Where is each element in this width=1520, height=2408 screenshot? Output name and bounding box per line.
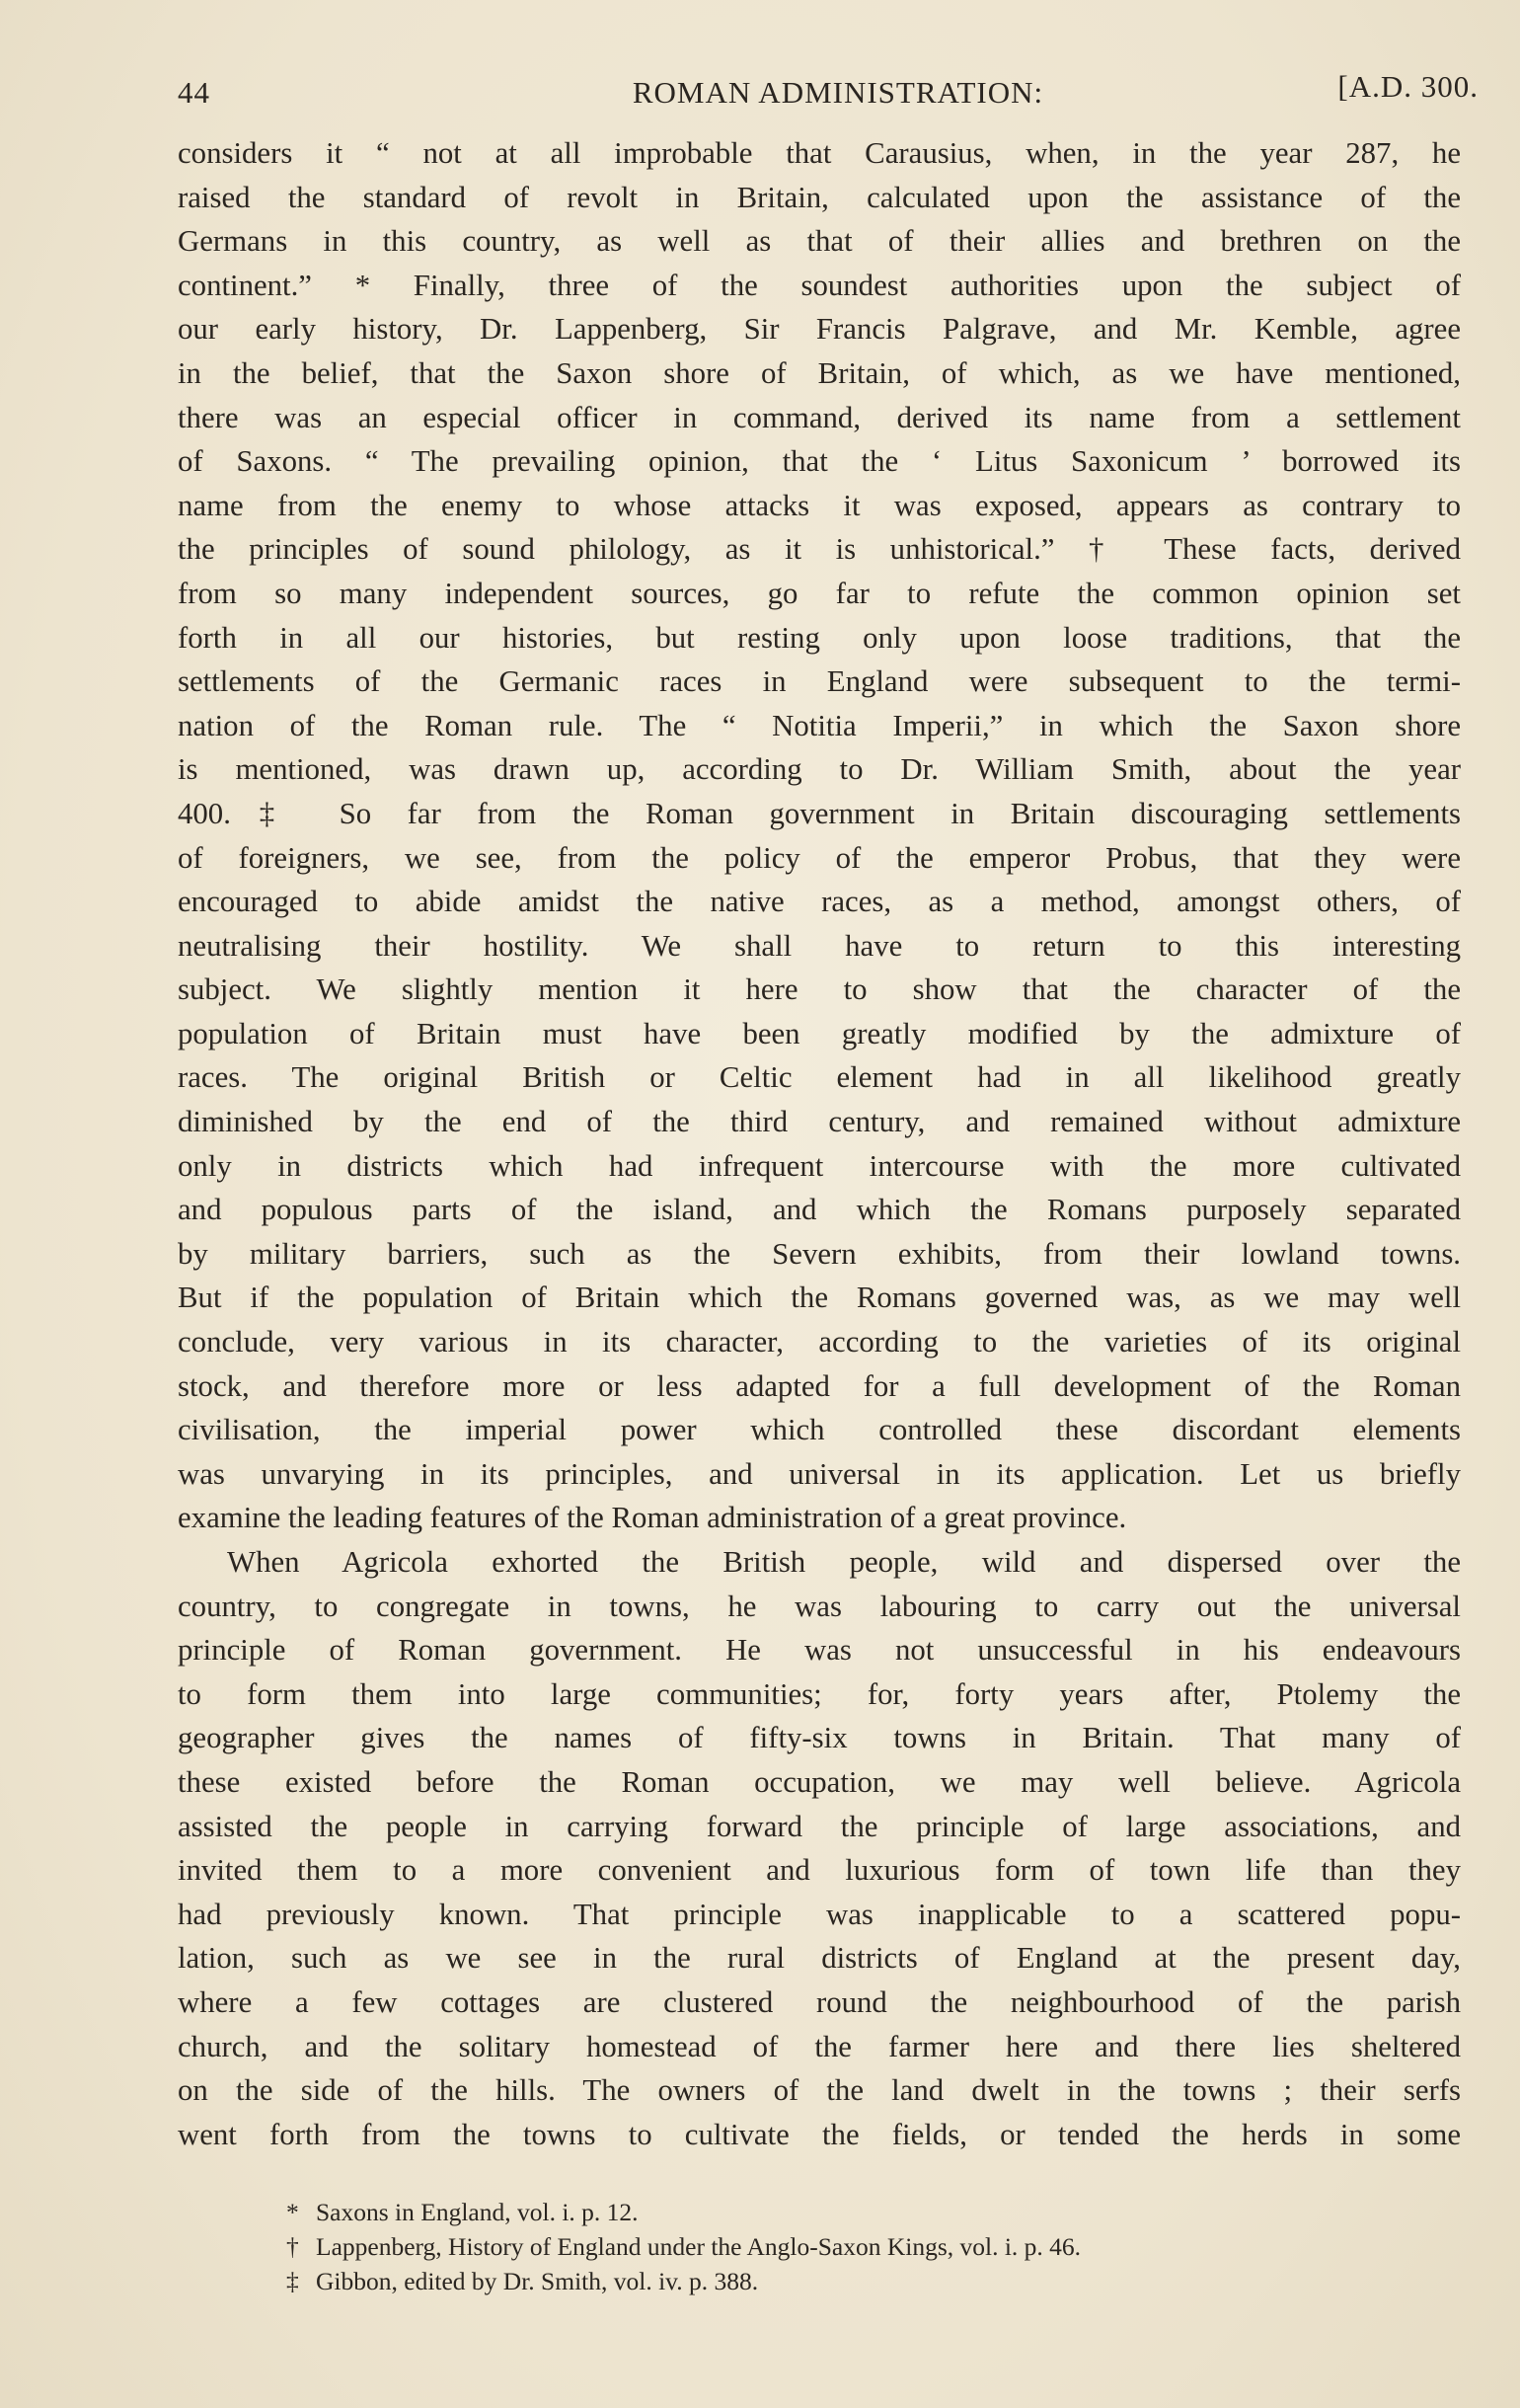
- running-title: ROMAN ADMINISTRATION:: [632, 75, 1044, 110]
- body-line: subject. We slightly mention it here to show that the character of the: [178, 972, 1461, 1007]
- footnote: [286, 2264, 1323, 2298]
- body-line: from so many independent sources, go far to refute the common opinion set: [178, 576, 1461, 610]
- body-line: these existed before the Roman occupation, we may well believe. Agricola: [178, 1764, 1461, 1799]
- body-line: on the side of the hills. The owners of the land dwelt in the towns ; their serfs: [178, 2073, 1461, 2108]
- body-line: principle of Roman government. He was not unsuccessful in his endeavours: [178, 1633, 1461, 1668]
- body-line: of foreigners, we see, from the policy of the emperor Probus, that they were: [178, 840, 1461, 875]
- body-line: and populous parts of the island, and which the Romans purposely separated: [178, 1193, 1461, 1227]
- body-line: assisted the people in carrying forward the principle of large associations, and: [178, 1809, 1461, 1843]
- body-line: of Saxons. “ The prevailing opinion, that the ‘ Litus Saxonicum ’ borrowed its: [178, 444, 1461, 479]
- body-line: diminished by the end of the third century, and remained without admixture: [178, 1105, 1461, 1139]
- body-line: in the belief, that the Saxon shore of Britain, of which, as we have mentioned,: [178, 355, 1461, 390]
- footnotes: [286, 2195, 1323, 2298]
- body-line: encouraged to abide amidst the native races, as a method, amongst others, of: [178, 885, 1461, 919]
- body-line: geographer gives the names of fifty-six towns in Britain. That many of: [178, 1721, 1461, 1755]
- body-line: country, to congregate in towns, he was labouring to carry out the universal: [178, 1589, 1461, 1623]
- body-line: settlements of the Germanic races in England were subsequent to the termi-: [178, 664, 1461, 699]
- body-line: races. The original British or Celtic element had in all likelihood greatly: [178, 1060, 1461, 1095]
- body-line: is mentioned, was drawn up, according to Dr. William Smith, about the year: [178, 752, 1461, 787]
- body-line: continent.” * Finally, three of the soundest authorities upon the subject of: [178, 268, 1461, 302]
- body-line: by military barriers, such as the Severn exhibits, from their lowland towns.: [178, 1236, 1461, 1271]
- body-line: the principles of sound philology, as it is unhistorical.” † These facts, derived: [178, 532, 1461, 567]
- body-line: there was an especial officer in command, derived its name from a settlement: [178, 400, 1461, 434]
- body-line: raised the standard of revolt in Britain, calculated upon the assistance of the: [178, 180, 1461, 214]
- body-line: to form them into large communities; for, forty years after, Ptolemy the: [178, 1676, 1461, 1711]
- page-number: 44: [178, 75, 210, 110]
- body-line: conclude, very various in its character, according to the varieties of its original: [178, 1325, 1461, 1359]
- body-line: our early history, Dr. Lappenberg, Sir Francis Palgrave, and Mr. Kemble, agree: [178, 312, 1461, 347]
- body-line: civilisation, the imperial power which controlled these discordant elements: [178, 1413, 1461, 1447]
- footnote-mark: †: [286, 2232, 299, 2261]
- body-line: had previously known. That principle was inapplicable to a scattered popu-: [178, 1897, 1461, 1931]
- body-line: But if the population of Britain which the Romans governed was, as we may well: [178, 1281, 1461, 1315]
- body-line: neutralising their hostility. We shall have to return to this interesting: [178, 928, 1461, 963]
- body-line: When Agricola exhorted the British people, wild and dispersed over the: [227, 1545, 1461, 1579]
- running-date: [A.D. 300.: [1337, 69, 1479, 104]
- footnote-text: Lappenberg, History of England under the Anglo-Saxon Kings, vol. i. p. 46.: [316, 2232, 1082, 2261]
- body-line: lation, such as we see in the rural districts of England at the present day,: [178, 1941, 1461, 1976]
- running-head: [178, 69, 1479, 117]
- body-line: stock, and therefore more or less adapted for a full development of the Roman: [178, 1368, 1461, 1403]
- footnote-mark: *: [286, 2198, 299, 2226]
- body-line: forth in all our histories, but resting only upon loose traditions, that the: [178, 620, 1461, 655]
- body-line: Germans in this country, as well as that of their allies and brethren on the: [178, 224, 1461, 259]
- body-line: considers it “ not at all improbable that Carausius, when, in the year 287, he: [178, 136, 1461, 170]
- body-line: where a few cottages are clustered round the neighbourhood of the parish: [178, 1984, 1461, 2019]
- body-line: church, and the solitary homestead of the farmer here and there lies sheltered: [178, 2029, 1461, 2063]
- footnote-text: Gibbon, edited by Dr. Smith, vol. iv. p. 388.: [316, 2267, 759, 2295]
- footnote-mark: ‡: [286, 2267, 299, 2295]
- body-line: went forth from the towns to cultivate the fields, or tended the herds in some: [178, 2117, 1461, 2151]
- footnote: [286, 2195, 1323, 2229]
- footnote-text: Saxons in England, vol. i. p. 12.: [316, 2198, 639, 2226]
- body-line: only in districts which had infrequent intercourse with the more cultivated: [178, 1148, 1461, 1183]
- body-text: [178, 131, 1461, 2156]
- body-line: name from the enemy to whose attacks it was exposed, appears as contrary to: [178, 488, 1461, 522]
- body-line: was unvarying in its principles, and universal in its application. Let us briefly: [178, 1456, 1461, 1491]
- footnote: [286, 2229, 1323, 2264]
- body-line: examine the leading features of the Roman administration of a great province.: [178, 1501, 1127, 1535]
- body-line: 400.‡ So far from the Roman government in Britain discouraging settlements: [178, 796, 1461, 830]
- body-line: nation of the Roman rule. The “ Notitia Imperii,” in which the Saxon shore: [178, 708, 1461, 742]
- body-line: invited them to a more convenient and luxurious form of town life than they: [178, 1853, 1461, 1888]
- body-line: population of Britain must have been greatly modified by the admixture of: [178, 1016, 1461, 1050]
